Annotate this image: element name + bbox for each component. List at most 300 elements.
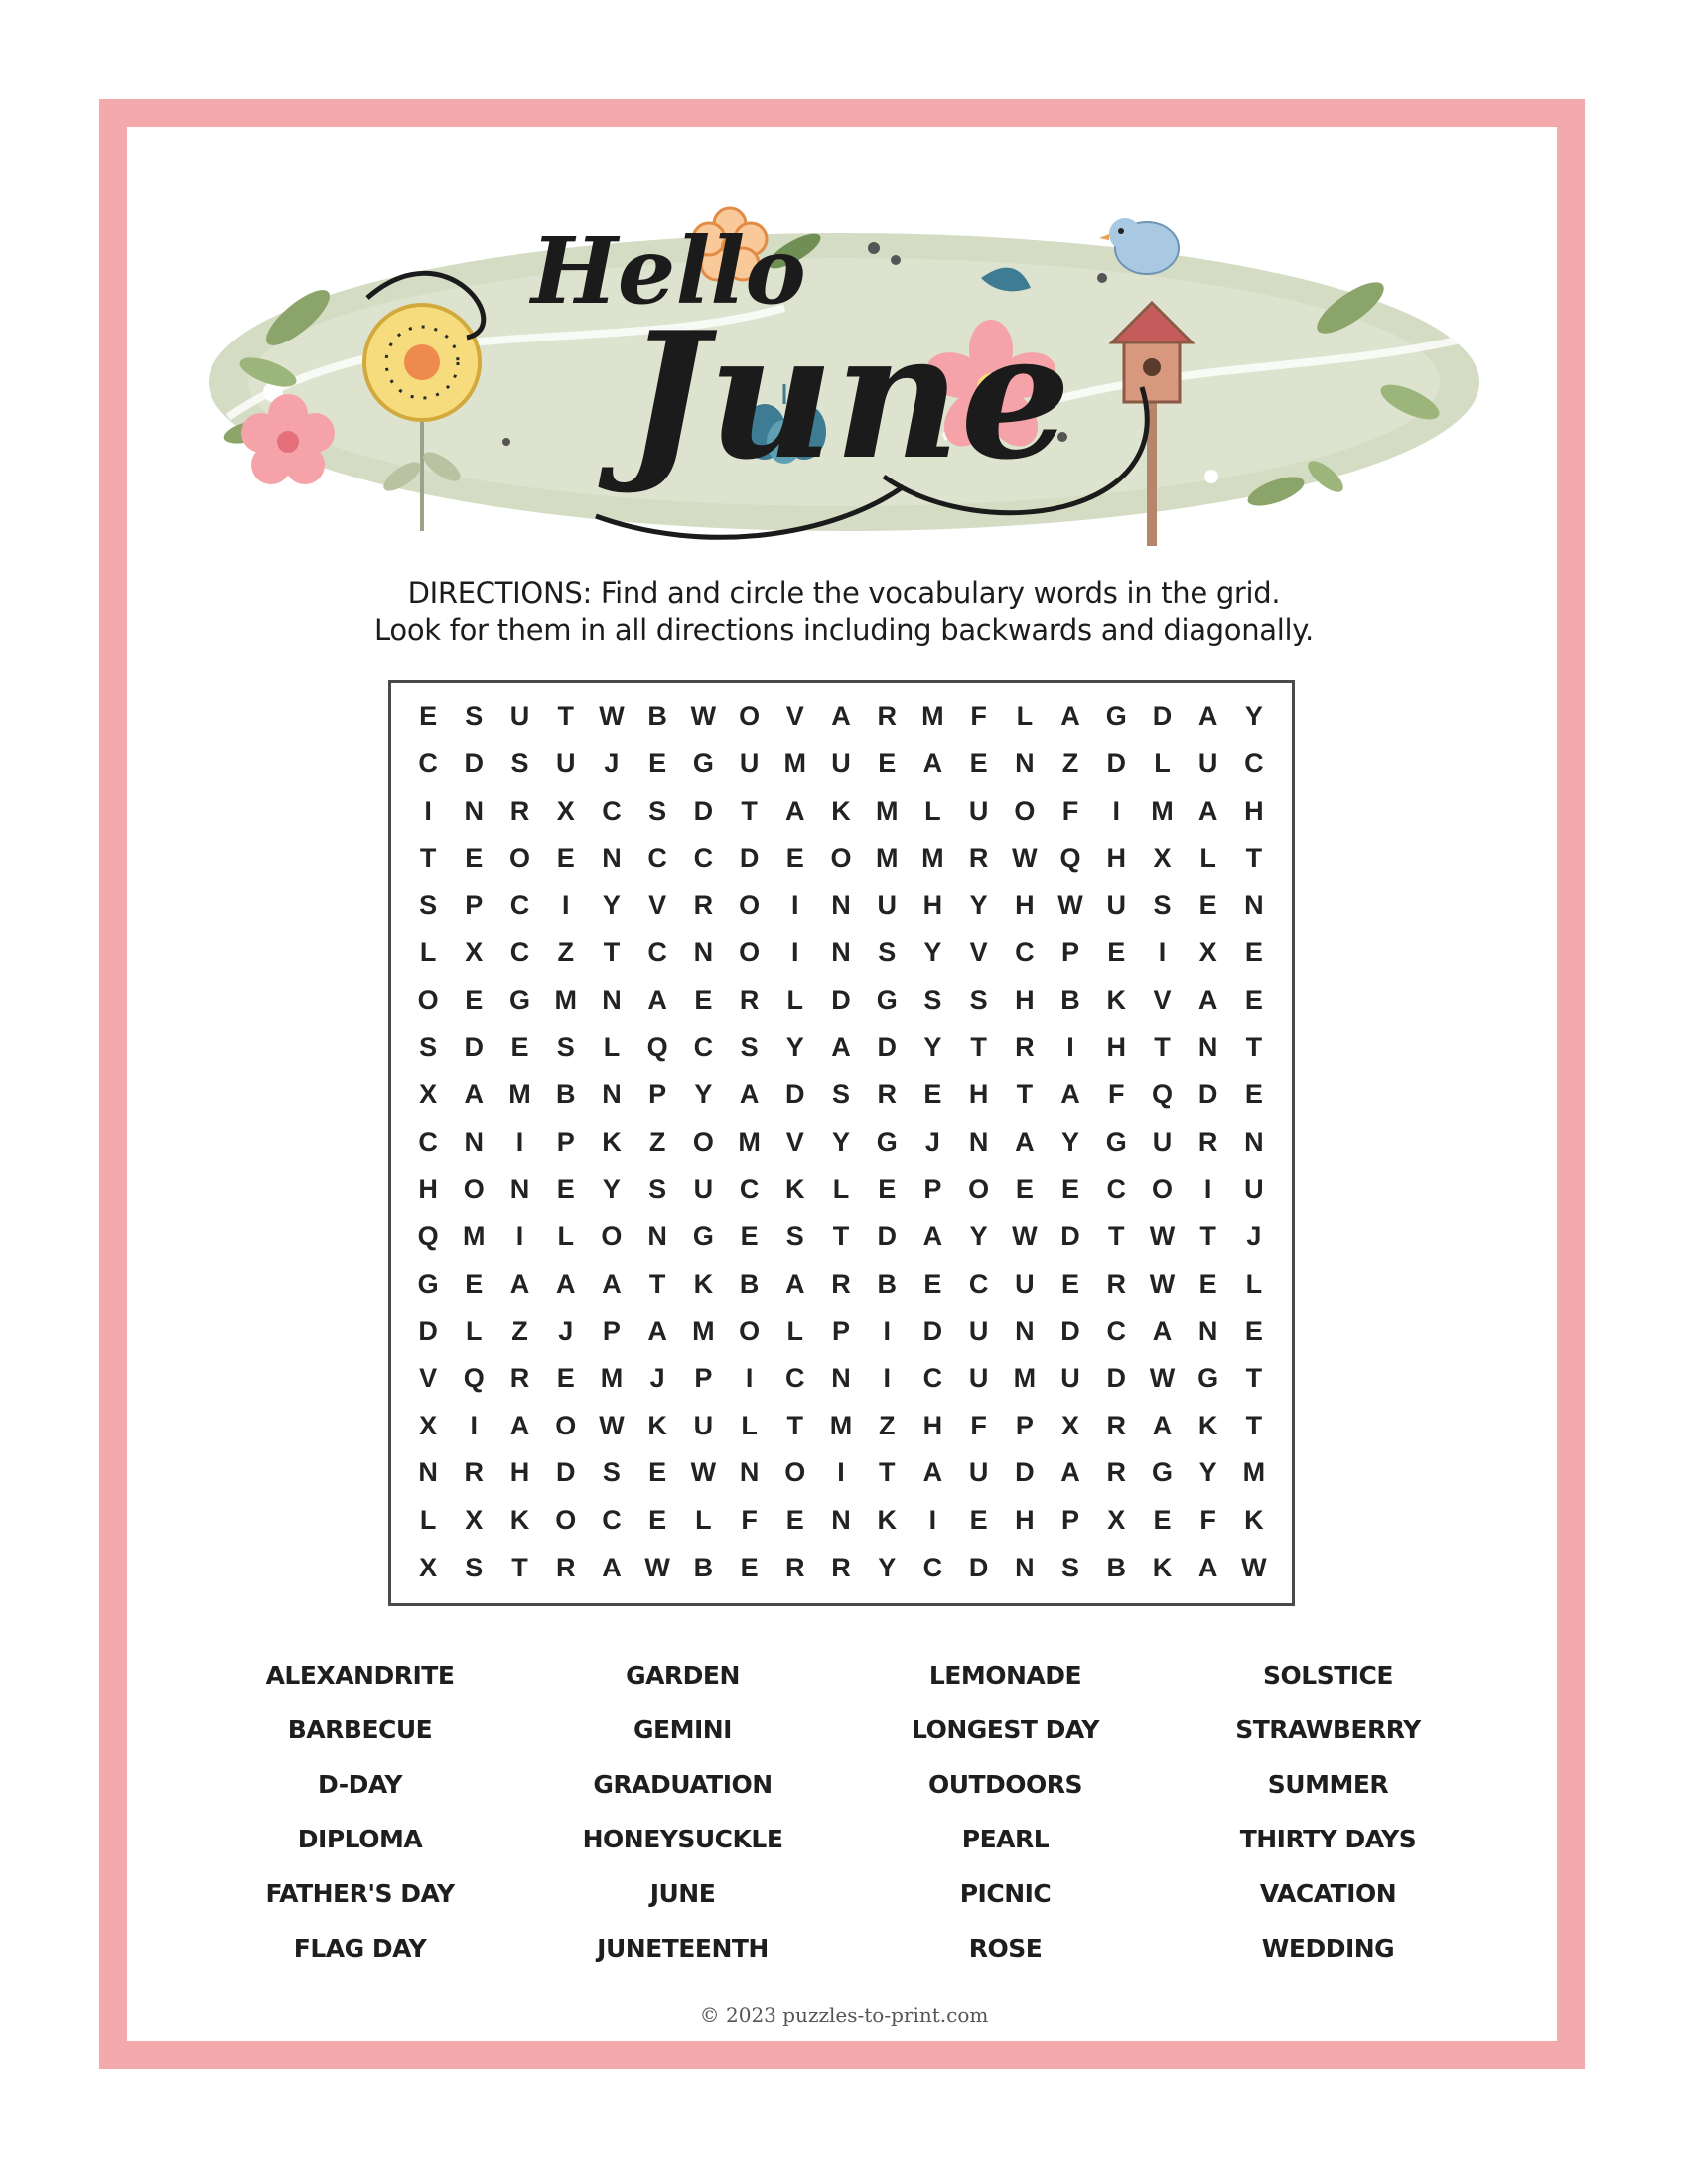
grid-letter[interactable]: U [1152, 1126, 1173, 1157]
grid-letter[interactable]: H [1015, 889, 1035, 920]
grid-letter[interactable]: M [554, 985, 577, 1016]
grid-letter[interactable]: S [419, 1031, 438, 1062]
grid-letter[interactable]: Y [923, 937, 942, 968]
grid-letter[interactable]: P [465, 889, 484, 920]
grid-letter[interactable]: M [692, 1315, 715, 1346]
grid-letter[interactable]: S [740, 1031, 759, 1062]
grid-letter[interactable]: Z [648, 1126, 666, 1157]
grid-letter[interactable]: E [465, 985, 484, 1016]
grid-letter[interactable]: D [464, 748, 485, 778]
grid-letter[interactable]: M [1242, 1457, 1266, 1488]
grid-letter[interactable]: L [419, 1505, 437, 1536]
grid-letter[interactable]: S [465, 1552, 484, 1582]
grid-letter[interactable]: S [648, 795, 667, 826]
grid-letter[interactable]: F [970, 701, 987, 732]
grid-letter[interactable]: D [739, 843, 760, 874]
grid-letter[interactable]: R [1106, 1410, 1126, 1440]
grid-letter[interactable]: J [558, 1315, 574, 1346]
grid-letter[interactable]: D [693, 795, 714, 826]
grid-letter[interactable]: N [1197, 1315, 1218, 1346]
grid-letter[interactable]: G [1197, 1363, 1219, 1394]
grid-letter[interactable]: D [1106, 748, 1126, 778]
grid-letter[interactable]: U [968, 1457, 989, 1488]
grid-letter[interactable]: T [1016, 1079, 1034, 1110]
grid-letter[interactable]: P [1061, 1505, 1080, 1536]
grid-letter[interactable]: C [693, 843, 714, 874]
grid-letter[interactable]: U [1244, 1173, 1264, 1204]
grid-letter[interactable]: K [693, 1268, 714, 1298]
grid-letter[interactable]: K [785, 1173, 805, 1204]
grid-letter[interactable]: D [922, 1315, 943, 1346]
grid-letter[interactable]: N [831, 937, 851, 968]
grid-letter[interactable]: D [877, 1221, 897, 1252]
grid-letter[interactable]: G [1105, 1126, 1127, 1157]
grid-letter[interactable]: O [1151, 1173, 1173, 1204]
grid-letter[interactable]: P [602, 1315, 621, 1346]
grid-letter[interactable]: I [928, 1505, 937, 1536]
grid-letter[interactable]: I [837, 1457, 845, 1488]
grid-letter[interactable]: F [1199, 1505, 1216, 1536]
grid-letter[interactable]: E [923, 1268, 942, 1298]
grid-letter[interactable]: M [875, 795, 899, 826]
grid-letter[interactable]: Q [463, 1363, 485, 1394]
grid-letter[interactable]: T [557, 701, 574, 732]
grid-letter[interactable]: X [1198, 937, 1217, 968]
grid-letter[interactable]: K [1244, 1505, 1264, 1536]
grid-letter[interactable]: Y [602, 1173, 621, 1204]
grid-letter[interactable]: M [829, 1410, 853, 1440]
grid-letter[interactable]: R [464, 1457, 485, 1488]
grid-letter[interactable]: L [419, 937, 437, 968]
grid-letter[interactable]: D [1152, 701, 1173, 732]
grid-letter[interactable]: E [740, 1552, 759, 1582]
grid-letter[interactable]: U [968, 795, 989, 826]
grid-letter[interactable]: V [648, 889, 667, 920]
grid-letter[interactable]: I [561, 889, 570, 920]
grid-letter[interactable]: Y [969, 1221, 988, 1252]
grid-letter[interactable]: A [602, 1552, 622, 1582]
grid-letter[interactable]: D [877, 1031, 897, 1062]
grid-letter[interactable]: M [921, 701, 944, 732]
grid-letter[interactable]: G [876, 985, 898, 1016]
grid-letter[interactable]: H [1106, 843, 1126, 874]
grid-letter[interactable]: N [739, 1457, 760, 1488]
grid-letter[interactable]: Z [878, 1410, 896, 1440]
grid-letter[interactable]: B [877, 1268, 897, 1298]
grid-letter[interactable]: X [465, 1505, 484, 1536]
grid-letter[interactable]: X [419, 1079, 438, 1110]
grid-letter[interactable]: B [693, 1552, 714, 1582]
grid-letter[interactable]: E [1015, 1173, 1034, 1204]
grid-letter[interactable]: I [1158, 937, 1167, 968]
grid-letter[interactable]: E [465, 843, 484, 874]
grid-letter[interactable]: I [791, 889, 799, 920]
grid-letter[interactable]: U [1106, 889, 1126, 920]
grid-letter[interactable]: J [649, 1363, 665, 1394]
grid-letter[interactable]: N [509, 1173, 530, 1204]
grid-letter[interactable]: E [785, 843, 804, 874]
grid-letter[interactable]: A [831, 701, 851, 732]
grid-letter[interactable]: R [739, 985, 760, 1016]
grid-letter[interactable]: G [692, 1221, 714, 1252]
grid-letter[interactable]: G [876, 1126, 898, 1157]
grid-letter[interactable]: M [738, 1126, 761, 1157]
grid-letter[interactable]: F [970, 1410, 987, 1440]
grid-letter[interactable]: S [969, 985, 988, 1016]
grid-letter[interactable]: D [418, 1315, 438, 1346]
grid-letter[interactable]: R [693, 889, 714, 920]
grid-letter[interactable]: K [602, 1126, 622, 1157]
grid-letter[interactable]: T [1245, 1031, 1263, 1062]
grid-letter[interactable]: X [465, 937, 484, 968]
grid-letter[interactable]: N [1015, 1552, 1035, 1582]
grid-letter[interactable]: N [464, 1126, 485, 1157]
grid-letter[interactable]: S [510, 748, 529, 778]
grid-letter[interactable]: N [1197, 1031, 1218, 1062]
grid-letter[interactable]: O [739, 889, 761, 920]
grid-letter[interactable]: W [690, 701, 717, 732]
grid-letter[interactable]: L [832, 1173, 850, 1204]
grid-letter[interactable]: C [785, 1363, 805, 1394]
grid-letter[interactable]: W [599, 1410, 625, 1440]
grid-letter[interactable]: E [556, 843, 575, 874]
grid-letter[interactable]: W [644, 1552, 670, 1582]
grid-letter[interactable]: T [741, 795, 758, 826]
grid-letter[interactable]: E [648, 1505, 667, 1536]
grid-letter[interactable]: L [1199, 843, 1216, 874]
grid-letter[interactable]: A [1060, 1457, 1080, 1488]
grid-letter[interactable]: O [739, 1315, 761, 1346]
grid-letter[interactable]: E [1061, 1173, 1080, 1204]
grid-letter[interactable]: Q [1151, 1079, 1173, 1110]
grid-letter[interactable]: H [418, 1173, 438, 1204]
grid-letter[interactable]: X [1061, 1410, 1080, 1440]
grid-letter[interactable]: A [647, 985, 667, 1016]
grid-letter[interactable]: C [602, 1505, 622, 1536]
grid-letter[interactable]: I [1112, 795, 1121, 826]
grid-letter[interactable]: N [831, 1363, 851, 1394]
grid-letter[interactable]: L [786, 1315, 804, 1346]
grid-letter[interactable]: D [968, 1552, 989, 1582]
grid-letter[interactable]: U [1197, 748, 1218, 778]
grid-letter[interactable]: E [969, 748, 988, 778]
grid-letter[interactable]: E [556, 1173, 575, 1204]
grid-letter[interactable]: Y [602, 889, 621, 920]
grid-letter[interactable]: D [831, 985, 851, 1016]
grid-letter[interactable]: Z [511, 1315, 528, 1346]
grid-letter[interactable]: R [1106, 1268, 1126, 1298]
grid-letter[interactable]: M [783, 748, 807, 778]
grid-letter[interactable]: K [509, 1505, 530, 1536]
grid-letter[interactable]: S [878, 937, 897, 968]
grid-letter[interactable]: P [1015, 1410, 1034, 1440]
grid-letter[interactable]: A [739, 1079, 760, 1110]
grid-letter[interactable]: E [694, 985, 713, 1016]
grid-letter[interactable]: I [1203, 1173, 1212, 1204]
grid-letter[interactable]: O [968, 1173, 990, 1204]
grid-letter[interactable]: T [832, 1221, 850, 1252]
grid-letter[interactable]: S [831, 1079, 850, 1110]
grid-letter[interactable]: N [1015, 1315, 1035, 1346]
grid-letter[interactable]: I [745, 1363, 754, 1394]
grid-letter[interactable]: L [695, 1505, 712, 1536]
grid-letter[interactable]: U [968, 1363, 989, 1394]
grid-letter[interactable]: F [1108, 1079, 1125, 1110]
grid-letter[interactable]: I [515, 1221, 524, 1252]
grid-letter[interactable]: A [1015, 1126, 1035, 1157]
grid-letter[interactable]: P [694, 1363, 713, 1394]
grid-letter[interactable]: K [831, 795, 851, 826]
grid-letter[interactable]: D [1060, 1221, 1080, 1252]
grid-letter[interactable]: R [968, 843, 989, 874]
grid-letter[interactable]: L [1245, 1268, 1263, 1298]
grid-letter[interactable]: N [831, 889, 851, 920]
grid-letter[interactable]: B [555, 1079, 576, 1110]
grid-letter[interactable]: A [1197, 701, 1218, 732]
grid-letter[interactable]: A [555, 1268, 576, 1298]
grid-letter[interactable]: H [1015, 985, 1035, 1016]
grid-letter[interactable]: R [831, 1552, 851, 1582]
grid-letter[interactable]: A [647, 1315, 667, 1346]
grid-letter[interactable]: R [555, 1552, 576, 1582]
grid-letter[interactable]: C [1106, 1173, 1126, 1204]
grid-letter[interactable]: L [1154, 748, 1171, 778]
grid-letter[interactable]: I [883, 1363, 891, 1394]
grid-letter[interactable]: R [509, 1363, 530, 1394]
grid-letter[interactable]: A [1152, 1315, 1173, 1346]
grid-letter[interactable]: T [786, 1410, 804, 1440]
grid-letter[interactable]: D [1106, 1363, 1126, 1394]
grid-letter[interactable]: D [785, 1079, 805, 1110]
grid-letter[interactable]: V [1153, 985, 1172, 1016]
grid-letter[interactable]: O [463, 1173, 485, 1204]
grid-letter[interactable]: J [604, 748, 620, 778]
grid-letter[interactable]: H [1244, 795, 1264, 826]
grid-letter[interactable]: W [599, 701, 625, 732]
grid-letter[interactable]: B [647, 701, 667, 732]
grid-letter[interactable]: R [1015, 1031, 1035, 1062]
grid-letter[interactable]: E [1198, 1268, 1217, 1298]
grid-letter[interactable]: Y [785, 1031, 804, 1062]
grid-letter[interactable]: L [1016, 701, 1034, 732]
grid-letter[interactable]: U [1015, 1268, 1035, 1298]
grid-letter[interactable]: Z [1061, 748, 1079, 778]
grid-letter[interactable]: W [1057, 889, 1083, 920]
grid-letter[interactable]: B [739, 1268, 760, 1298]
grid-letter[interactable]: T [1245, 1363, 1263, 1394]
grid-letter[interactable]: B [1060, 985, 1080, 1016]
grid-letter[interactable]: A [1060, 701, 1080, 732]
grid-letter[interactable]: H [922, 1410, 943, 1440]
grid-letter[interactable]: E [1244, 985, 1263, 1016]
grid-letter[interactable]: U [831, 748, 851, 778]
grid-letter[interactable]: U [509, 701, 530, 732]
grid-letter[interactable]: A [1197, 985, 1218, 1016]
grid-letter[interactable]: T [970, 1031, 987, 1062]
grid-letter[interactable]: G [692, 748, 714, 778]
grid-letter[interactable]: R [1106, 1457, 1126, 1488]
grid-letter[interactable]: M [1013, 1363, 1037, 1394]
grid-letter[interactable]: K [877, 1505, 897, 1536]
grid-letter[interactable]: O [509, 843, 531, 874]
grid-letter[interactable]: R [877, 1079, 897, 1110]
grid-letter[interactable]: F [1061, 795, 1079, 826]
grid-letter[interactable]: S [1061, 1552, 1080, 1582]
grid-letter[interactable]: O [784, 1457, 806, 1488]
grid-letter[interactable]: E [510, 1031, 529, 1062]
grid-letter[interactable]: E [648, 1457, 667, 1488]
grid-letter[interactable]: A [922, 1457, 943, 1488]
grid-letter[interactable]: T [1154, 1031, 1171, 1062]
grid-letter[interactable]: A [1197, 795, 1218, 826]
grid-letter[interactable]: E [1153, 1505, 1172, 1536]
grid-letter[interactable]: K [1106, 985, 1126, 1016]
grid-letter[interactable]: S [556, 1031, 575, 1062]
grid-letter[interactable]: T [1245, 1410, 1263, 1440]
grid-letter[interactable]: A [1197, 1552, 1218, 1582]
grid-letter[interactable]: H [1106, 1031, 1126, 1062]
grid-letter[interactable]: C [418, 1126, 438, 1157]
grid-letter[interactable]: N [464, 795, 485, 826]
grid-letter[interactable]: U [693, 1173, 714, 1204]
grid-letter[interactable]: D [1197, 1079, 1218, 1110]
grid-letter[interactable]: I [515, 1126, 524, 1157]
grid-letter[interactable]: T [1108, 1221, 1125, 1252]
grid-letter[interactable]: A [509, 1410, 530, 1440]
grid-letter[interactable]: O [692, 1126, 714, 1157]
grid-letter[interactable]: A [602, 1268, 622, 1298]
grid-letter[interactable]: O [1014, 795, 1036, 826]
grid-letter[interactable]: E [969, 1505, 988, 1536]
grid-letter[interactable]: E [1244, 1315, 1263, 1346]
grid-letter[interactable]: E [1244, 937, 1263, 968]
grid-letter[interactable]: G [1105, 701, 1127, 732]
grid-letter[interactable]: T [648, 1268, 666, 1298]
grid-letter[interactable]: C [602, 795, 622, 826]
grid-letter[interactable]: L [741, 1410, 758, 1440]
grid-letter[interactable]: J [924, 1126, 940, 1157]
grid-letter[interactable]: N [1244, 1126, 1264, 1157]
grid-letter[interactable]: P [923, 1173, 942, 1204]
grid-letter[interactable]: S [923, 985, 942, 1016]
grid-letter[interactable]: E [740, 1221, 759, 1252]
grid-letter[interactable]: N [1015, 748, 1035, 778]
grid-letter[interactable]: E [1244, 1079, 1263, 1110]
grid-letter[interactable]: D [1015, 1457, 1035, 1488]
grid-letter[interactable]: L [466, 1315, 483, 1346]
grid-letter[interactable]: D [464, 1031, 485, 1062]
grid-letter[interactable]: Y [1244, 701, 1263, 732]
grid-letter[interactable]: A [922, 1221, 943, 1252]
grid-letter[interactable]: J [1246, 1221, 1262, 1252]
grid-letter[interactable]: U [555, 748, 576, 778]
grid-letter[interactable]: R [877, 701, 897, 732]
grid-letter[interactable]: E [419, 701, 438, 732]
grid-letter[interactable]: C [968, 1268, 989, 1298]
grid-letter[interactable]: N [1244, 889, 1264, 920]
grid-letter[interactable]: C [922, 1552, 943, 1582]
grid-letter[interactable]: H [922, 889, 943, 920]
grid-letter[interactable]: N [831, 1505, 851, 1536]
grid-letter[interactable]: I [1066, 1031, 1074, 1062]
grid-letter[interactable]: S [1153, 889, 1172, 920]
grid-letter[interactable]: O [417, 985, 439, 1016]
grid-letter[interactable]: Q [417, 1221, 439, 1252]
grid-letter[interactable]: E [785, 1505, 804, 1536]
grid-letter[interactable]: V [785, 701, 804, 732]
grid-letter[interactable]: L [786, 985, 804, 1016]
grid-letter[interactable]: A [831, 1031, 851, 1062]
grid-letter[interactable]: N [418, 1457, 438, 1488]
grid-letter[interactable]: D [1060, 1315, 1080, 1346]
grid-letter[interactable]: M [875, 843, 899, 874]
grid-letter[interactable]: U [693, 1410, 714, 1440]
grid-letter[interactable]: A [1152, 1410, 1173, 1440]
grid-letter[interactable]: P [1061, 937, 1080, 968]
grid-letter[interactable]: E [556, 1363, 575, 1394]
grid-letter[interactable]: O [555, 1505, 577, 1536]
grid-letter[interactable]: K [647, 1410, 667, 1440]
grid-letter[interactable]: S [648, 1173, 667, 1204]
grid-letter[interactable]: M [921, 843, 944, 874]
grid-letter[interactable]: T [511, 1552, 528, 1582]
grid-letter[interactable]: N [602, 843, 622, 874]
grid-letter[interactable]: C [922, 1363, 943, 1394]
grid-letter[interactable]: Y [694, 1079, 713, 1110]
grid-letter[interactable]: G [509, 985, 531, 1016]
grid-letter[interactable]: Y [1061, 1126, 1080, 1157]
grid-letter[interactable]: N [602, 1079, 622, 1110]
grid-letter[interactable]: I [791, 937, 799, 968]
grid-letter[interactable]: X [1153, 843, 1172, 874]
grid-letter[interactable]: C [647, 843, 667, 874]
grid-letter[interactable]: T [603, 937, 621, 968]
grid-letter[interactable]: W [690, 1457, 717, 1488]
grid-letter[interactable]: W [1149, 1268, 1176, 1298]
grid-letter[interactable]: T [419, 843, 437, 874]
grid-letter[interactable]: C [509, 937, 530, 968]
grid-letter[interactable]: O [830, 843, 852, 874]
grid-letter[interactable]: O [601, 1221, 623, 1252]
grid-letter[interactable]: S [602, 1457, 621, 1488]
grid-letter[interactable]: C [1106, 1315, 1126, 1346]
grid-letter[interactable]: E [648, 748, 667, 778]
grid-letter[interactable]: A [1060, 1079, 1080, 1110]
grid-letter[interactable]: K [1197, 1410, 1218, 1440]
grid-letter[interactable]: X [556, 795, 575, 826]
grid-letter[interactable]: S [785, 1221, 804, 1252]
grid-letter[interactable]: E [878, 1173, 897, 1204]
grid-letter[interactable]: A [785, 1268, 805, 1298]
grid-letter[interactable]: E [1107, 937, 1126, 968]
grid-letter[interactable]: C [509, 889, 530, 920]
grid-letter[interactable]: P [831, 1315, 850, 1346]
grid-letter[interactable]: E [465, 1268, 484, 1298]
grid-letter[interactable]: E [878, 748, 897, 778]
grid-letter[interactable]: N [647, 1221, 667, 1252]
grid-letter[interactable]: Q [1059, 843, 1081, 874]
grid-letter[interactable]: V [969, 937, 988, 968]
grid-letter[interactable]: P [556, 1126, 575, 1157]
grid-letter[interactable]: C [647, 937, 667, 968]
grid-letter[interactable]: M [463, 1221, 486, 1252]
grid-letter[interactable]: Y [923, 1031, 942, 1062]
grid-letter[interactable]: O [739, 937, 761, 968]
grid-letter[interactable]: C [1015, 937, 1035, 968]
grid-letter[interactable]: U [877, 889, 897, 920]
grid-letter[interactable]: T [1199, 1221, 1216, 1252]
grid-letter[interactable]: E [923, 1079, 942, 1110]
